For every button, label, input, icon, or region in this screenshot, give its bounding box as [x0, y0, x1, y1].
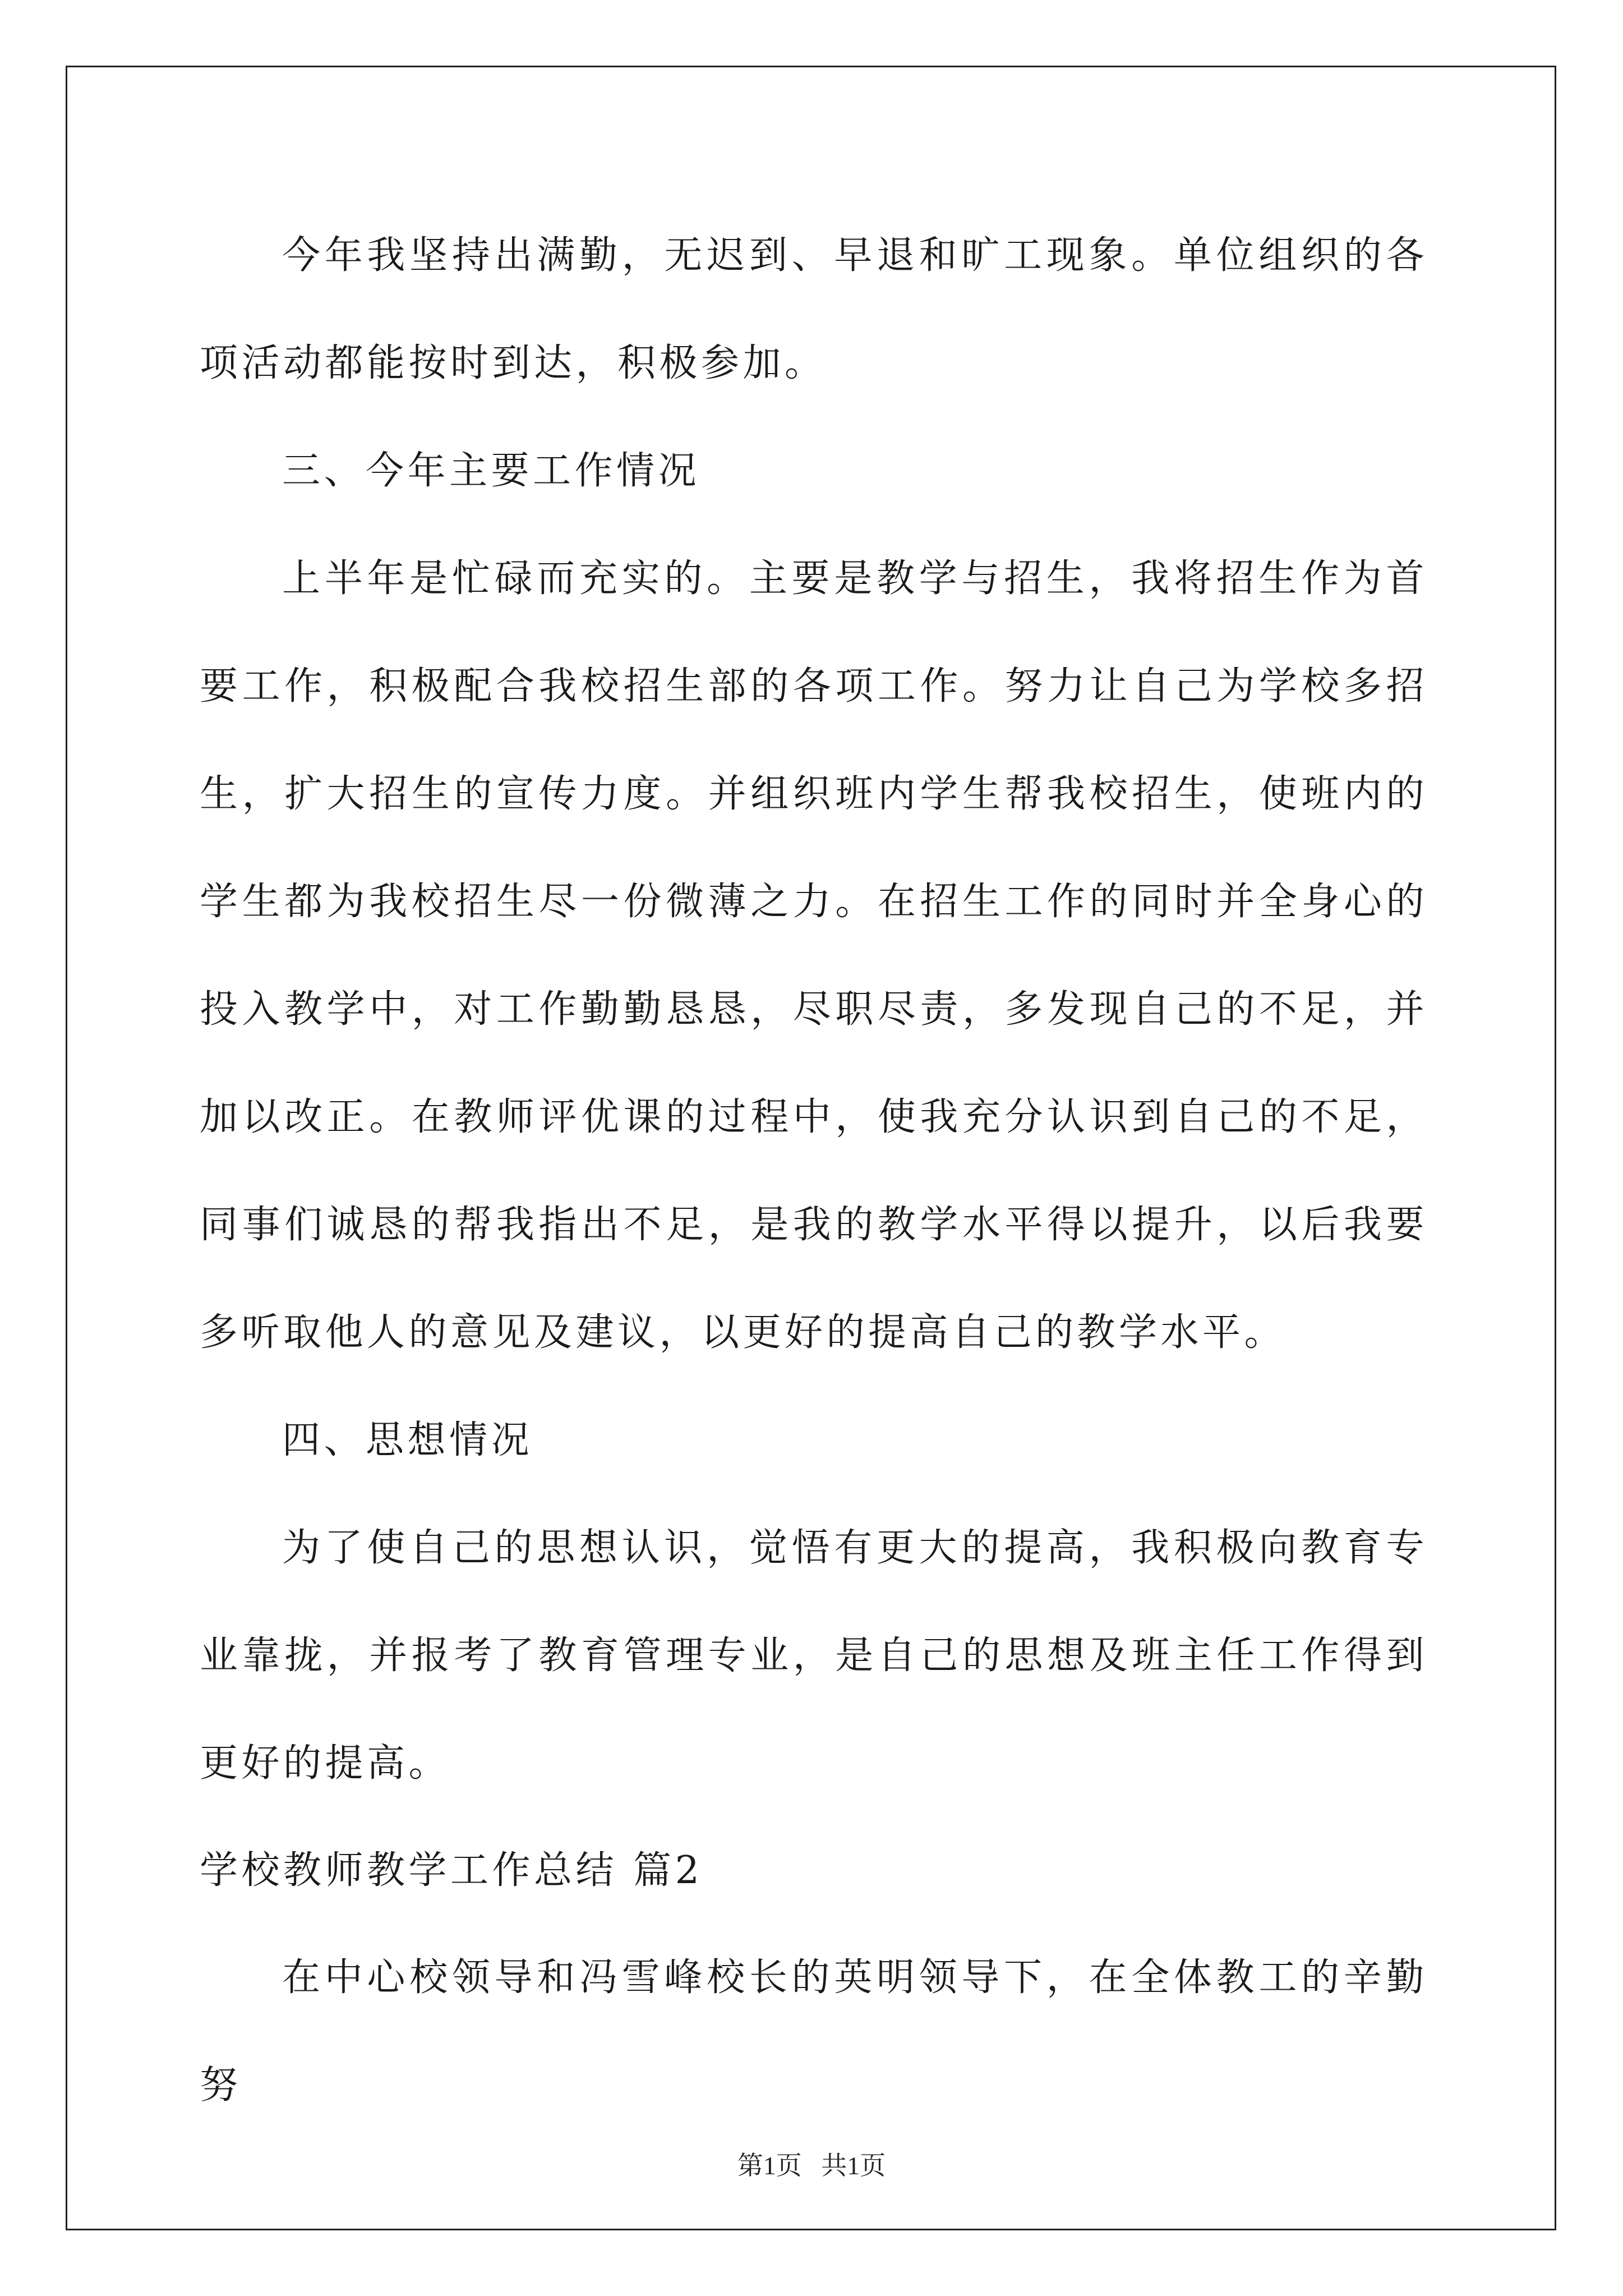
document-body [200, 202, 1428, 2139]
section-heading-main-work: 三、今年主要工作情况 [282, 449, 700, 493]
section-heading-thought: 四、思想情况 [282, 1418, 533, 1462]
paragraph-part-2-intro: 在中心校领导和冯雪峰校长的英明领导下，在全体教工的辛勤努 [200, 1955, 1428, 2108]
document-title-part-2: 学校教师教学工作总结 篇2 [200, 1848, 703, 1893]
paragraph-attendance: 今年我坚持出满勤，无迟到、早退和旷工现象。单位组织的各项活动都能按时到达，积极参加。 [200, 233, 1428, 385]
paragraph-main-work: 上半年是忙碌而充实的。主要是教学与招生，我将招生作为首要工作，积极配合我校招生部的各项工作。努力让自己为学校多招生，扩大招生的宣传力度。并组织班内学生帮我校招生，使班内的学生都为我校招生尽一份微薄之力。在招生工作的同时并全身心的投入教学中，对工作勤勤恳恳，尽职尽责，多发现自己的不足，并加以改正。在教师评优课的过程中，使我充分认识到自己的不足，同事们诚恳的帮我指出不足，是我的教学水平得以提升，以后我要多听取他人的意见及建议，以更好的提高自己的教学水平。 [200, 556, 1428, 1355]
paragraph-thought: 为了使自己的思想认识，觉悟有更大的提高，我积极向教育专业靠拢，并报考了教育管理专业，是自己的思想及班主任工作得到更好的提高。 [200, 1526, 1428, 1786]
page-number-footer: 第1页 共1页 [737, 2151, 886, 2180]
